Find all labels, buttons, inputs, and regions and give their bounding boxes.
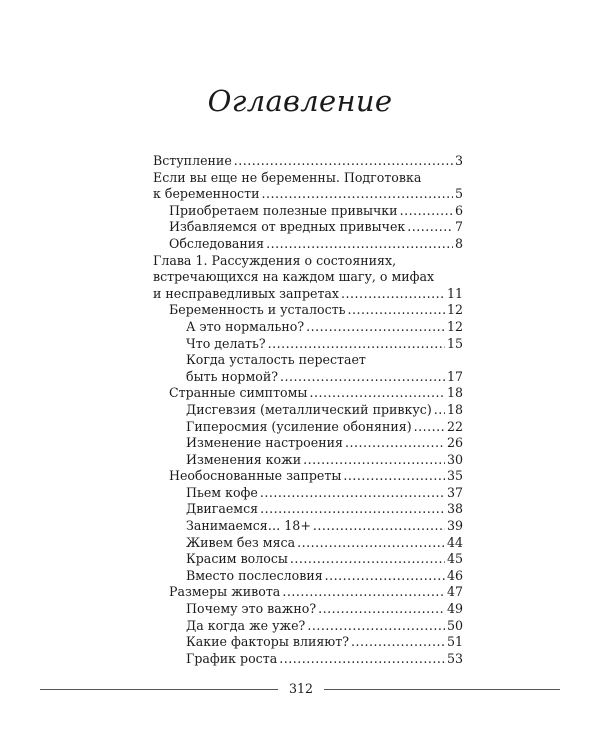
toc-entry-title: Когда усталость перестает [186, 352, 366, 368]
toc-entry [153, 153, 463, 170]
toc-entry [153, 253, 463, 270]
toc-leader-dots [234, 153, 453, 170]
toc-entry-title: Обследования [169, 235, 265, 251]
toc-entry-page: 53 [446, 650, 463, 666]
toc-entry-title: Приобретаем полезные привычки [169, 202, 398, 218]
toc-entry [153, 419, 463, 436]
toc-entry-page: 8 [454, 235, 463, 251]
toc-entry [153, 518, 463, 535]
toc-entry-page: 30 [446, 451, 463, 467]
page-number: 312 [288, 681, 314, 696]
toc-leader-dots [306, 319, 445, 336]
toc-leader-dots [345, 435, 445, 452]
toc-entry-page: 39 [446, 518, 463, 534]
toc-leader-dots [279, 651, 445, 668]
toc-entry-page: 49 [446, 601, 463, 617]
toc-entry-page: 11 [446, 285, 463, 301]
footer-rule-right [324, 689, 560, 690]
toc-entry [153, 584, 463, 601]
toc-entry [153, 385, 463, 402]
toc-entry-page: 35 [446, 468, 463, 484]
toc-entry-title: Красим волосы [186, 551, 288, 567]
toc-entry-page: 17 [446, 368, 463, 384]
toc-entry [153, 468, 463, 485]
toc-leader-dots [400, 203, 453, 220]
toc-entry-page: 3 [454, 153, 463, 168]
toc-leader-dots [414, 419, 445, 436]
toc-entry [153, 236, 463, 253]
toc-entry-page: 18 [446, 401, 463, 417]
toc-entry-title: Живем без мяса [186, 534, 296, 550]
toc-entry [153, 618, 463, 635]
toc-entry-page: 37 [446, 484, 463, 500]
toc-entry-page: 6 [454, 202, 463, 218]
toc-leader-dots [313, 518, 445, 535]
toc-leader-dots [351, 634, 445, 651]
page-title: Оглавление [207, 84, 393, 118]
toc-entry-page: 47 [446, 584, 463, 600]
toc-entry-title: Вместо послесловия [186, 567, 323, 583]
toc-leader-dots [348, 302, 445, 319]
toc-entry [153, 634, 463, 651]
toc-entry [153, 501, 463, 518]
toc-entry [153, 551, 463, 568]
toc-entry-title: Глава 1. Рассуждения о состояниях, [153, 252, 397, 268]
toc-entry [153, 219, 463, 236]
toc-leader-dots [282, 584, 445, 601]
toc-entry [153, 651, 463, 668]
toc-entry [153, 336, 463, 353]
toc-entry-page: 7 [454, 219, 463, 235]
toc-leader-dots [309, 385, 445, 402]
toc-entry [153, 203, 463, 220]
toc-entry-page: 5 [454, 186, 463, 202]
toc-leader-dots [325, 568, 445, 585]
toc-entry-page: 50 [446, 617, 463, 633]
toc-leader-dots [434, 402, 445, 419]
toc-entry [153, 186, 463, 203]
toc-entry-page: 44 [446, 534, 463, 550]
toc-entry [153, 402, 463, 419]
toc-entry-page: 22 [446, 418, 463, 434]
toc-entry-page: 26 [446, 435, 463, 451]
toc-entry-title: Беременность и усталость [169, 302, 346, 318]
toc-entry-page: 12 [446, 318, 463, 334]
toc-entry-page: 18 [446, 385, 463, 401]
toc-entry [153, 352, 463, 369]
toc-entry-title: Изменение настроения [186, 435, 343, 451]
toc-entry-title: Размеры живота [169, 584, 281, 600]
toc-leader-dots [341, 286, 445, 303]
toc-entry-title: А это нормально? [186, 318, 305, 334]
toc-entry [153, 568, 463, 585]
toc-entry [153, 269, 463, 286]
toc-leader-dots [261, 186, 453, 203]
toc-leader-dots [318, 601, 445, 618]
toc-leader-dots [407, 219, 453, 236]
toc-entry-title: Вступление [153, 153, 232, 168]
toc-entry-title: Какие факторы влияют? [186, 634, 349, 650]
toc-entry-page: 46 [446, 567, 463, 583]
toc-entry-title: Что делать? [186, 335, 266, 351]
table-of-contents [153, 153, 463, 667]
toc-leader-dots [260, 501, 445, 518]
toc-entry [153, 319, 463, 336]
toc-entry-title: Занимаемся… 18+ [186, 518, 311, 534]
toc-entry-page: 45 [446, 551, 463, 567]
toc-entry-title: Необоснованные запреты [169, 468, 342, 484]
toc-entry [153, 286, 463, 303]
toc-leader-dots [297, 535, 445, 552]
toc-entry [153, 369, 463, 386]
toc-entry-title: График роста [186, 650, 278, 666]
toc-entry-title: Почему это важно? [186, 601, 317, 617]
toc-entry-title: Да когда же уже? [186, 617, 306, 633]
toc-entry-page: 12 [446, 302, 463, 318]
toc-leader-dots [268, 336, 445, 353]
toc-leader-dots [307, 618, 445, 635]
toc-entry-title: и несправедливых запретах [153, 285, 340, 301]
toc-entry [153, 601, 463, 618]
toc-entry-page: 15 [446, 335, 463, 351]
toc-entry-title: Изменения кожи [186, 451, 302, 467]
toc-entry-page: 38 [446, 501, 463, 517]
toc-leader-dots [303, 452, 445, 469]
toc-entry [153, 435, 463, 452]
toc-leader-dots [280, 369, 445, 386]
toc-entry-title: быть нормой? [186, 368, 278, 384]
footer-rule-left [40, 689, 278, 690]
toc-entry [153, 302, 463, 319]
toc-entry [153, 485, 463, 502]
toc-leader-dots [343, 468, 445, 485]
toc-leader-dots [260, 485, 445, 502]
toc-entry [153, 535, 463, 552]
toc-entry-title: Дисгевзия (металлический привкус) [186, 401, 432, 417]
toc-entry-title: Гиперосмия (усиление обоняния) [186, 418, 412, 434]
toc-entry [153, 170, 463, 187]
toc-leader-dots [290, 551, 445, 568]
toc-entry-title: Странные симптомы [169, 385, 308, 401]
toc-entry-page: 51 [446, 634, 463, 650]
toc-entry-title: Если вы еще не беременны. Подготовка [153, 169, 422, 185]
toc-entry-title: к беременности [153, 186, 260, 202]
toc-entry-title: Пьем кофе [186, 484, 258, 500]
toc-entry-title: Двигаемся [186, 501, 259, 517]
toc-entry-title: Избавляемся от вредных привычек [169, 219, 406, 235]
toc-entry [153, 452, 463, 469]
toc-entry-title: встречающихся на каждом шагу, о мифах [153, 269, 435, 285]
toc-leader-dots [266, 236, 453, 253]
